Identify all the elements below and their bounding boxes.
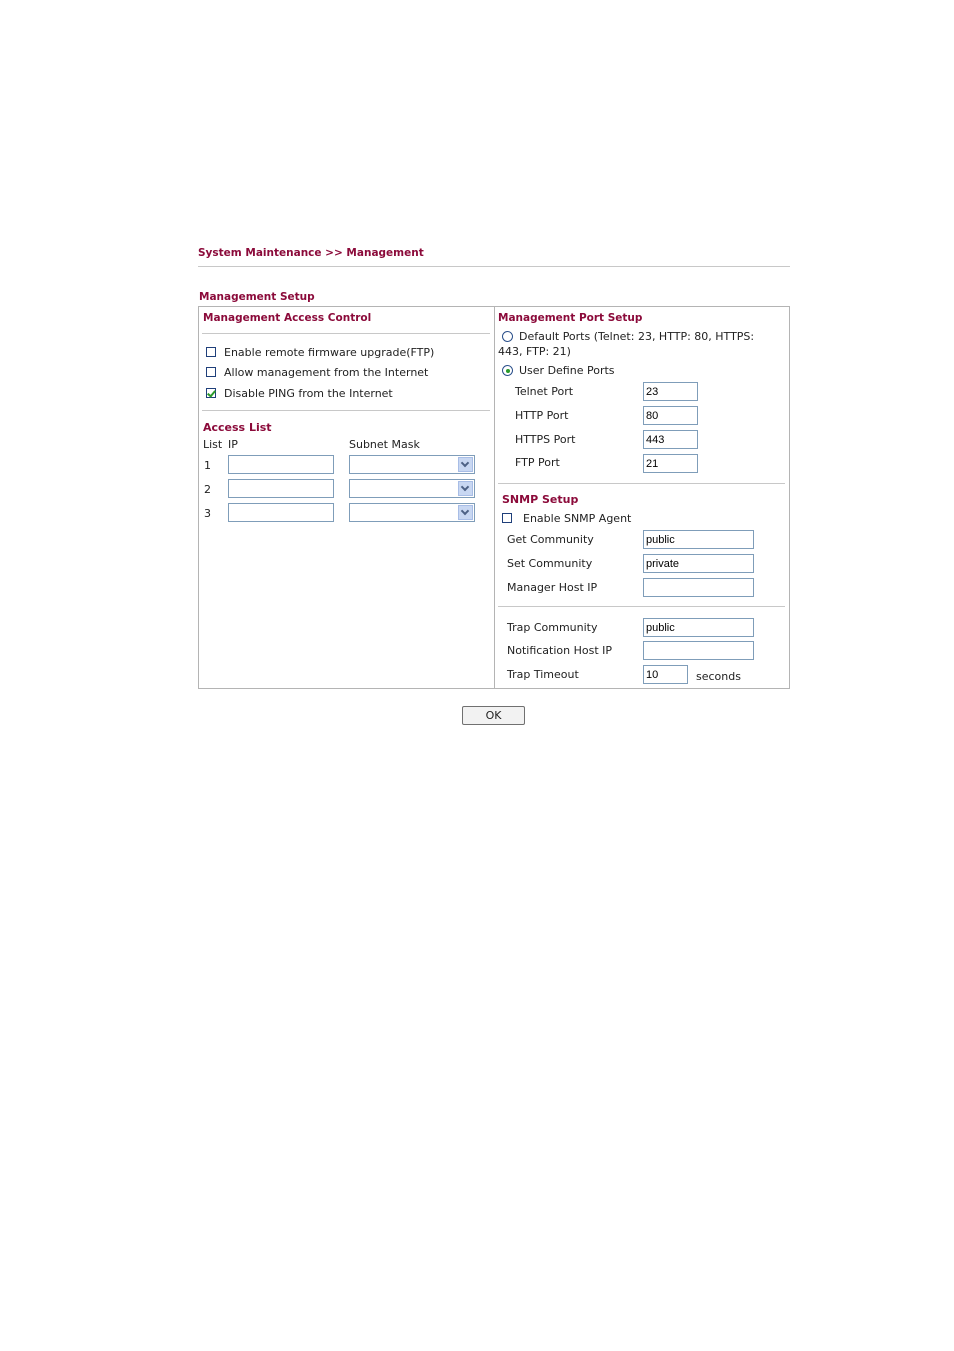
telnet-port-label: Telnet Port bbox=[515, 385, 574, 398]
get-community-input[interactable] bbox=[643, 530, 754, 549]
user-define-ports-radio[interactable] bbox=[502, 365, 513, 376]
user-define-ports-label: User Define Ports bbox=[519, 364, 615, 377]
default-ports-label-cont: 443, FTP: 21) bbox=[498, 345, 571, 358]
ok-button[interactable]: OK bbox=[462, 706, 525, 725]
access-list-ip-input-3[interactable] bbox=[228, 503, 334, 522]
chevron-down-icon[interactable] bbox=[458, 505, 473, 520]
access-list-mask-select-1[interactable] bbox=[349, 455, 475, 474]
http-port-input[interactable] bbox=[643, 406, 698, 425]
set-community-input[interactable] bbox=[643, 554, 754, 573]
snmp-divider bbox=[498, 483, 785, 484]
access-list-ip-input-1[interactable] bbox=[228, 455, 334, 474]
access-list-col-list: List bbox=[203, 438, 223, 451]
header-divider bbox=[198, 266, 790, 267]
port-setup-title: Management Port Setup bbox=[498, 312, 643, 324]
notification-host-input[interactable] bbox=[643, 641, 754, 660]
section-title: Management Setup bbox=[199, 291, 315, 303]
snmp-title: SNMP Setup bbox=[502, 493, 579, 506]
access-list-ip-input-2[interactable] bbox=[228, 479, 334, 498]
notification-host-label: Notification Host IP bbox=[507, 644, 613, 657]
trap-timeout-unit: seconds bbox=[696, 670, 741, 683]
access-control-title: Management Access Control bbox=[203, 312, 372, 324]
trap-timeout-label: Trap Timeout bbox=[507, 668, 579, 681]
access-list-row-num: 1 bbox=[204, 459, 211, 472]
allow-internet-management-label: Allow management from the Internet bbox=[224, 366, 429, 379]
access-list-row-num: 3 bbox=[204, 507, 211, 520]
trap-community-label: Trap Community bbox=[507, 621, 598, 634]
access-list-col-mask: Subnet Mask bbox=[349, 438, 420, 451]
enable-ftp-upgrade-label: Enable remote firmware upgrade(FTP) bbox=[224, 346, 435, 359]
set-community-label: Set Community bbox=[507, 557, 593, 570]
ftp-port-input[interactable] bbox=[643, 454, 698, 473]
trap-community-input[interactable] bbox=[643, 618, 754, 637]
disable-ping-checkbox[interactable] bbox=[206, 388, 216, 398]
default-ports-label: Default Ports (Telnet: 23, HTTP: 80, HTTPS: bbox=[519, 330, 755, 343]
https-port-input[interactable] bbox=[643, 430, 698, 449]
enable-snmp-checkbox[interactable] bbox=[502, 513, 512, 523]
access-list-col-ip: IP bbox=[228, 438, 238, 451]
breadcrumb: System Maintenance >> Management bbox=[198, 247, 424, 259]
http-port-label: HTTP Port bbox=[515, 409, 569, 422]
ftp-port-label: FTP Port bbox=[515, 456, 560, 469]
manager-host-input[interactable] bbox=[643, 578, 754, 597]
access-list-mask-select-3[interactable] bbox=[349, 503, 475, 522]
trap-timeout-input[interactable] bbox=[643, 665, 688, 684]
access-list-title: Access List bbox=[203, 421, 272, 434]
default-ports-radio[interactable] bbox=[502, 331, 513, 342]
manager-host-label: Manager Host IP bbox=[507, 581, 598, 594]
access-control-divider bbox=[202, 333, 490, 334]
chevron-down-icon[interactable] bbox=[458, 481, 473, 496]
allow-internet-management-checkbox[interactable] bbox=[206, 367, 216, 377]
telnet-port-input[interactable] bbox=[643, 382, 698, 401]
https-port-label: HTTPS Port bbox=[515, 433, 576, 446]
access-list-mask-select-2[interactable] bbox=[349, 479, 475, 498]
chevron-down-icon[interactable] bbox=[458, 457, 473, 472]
access-list-row-num: 2 bbox=[204, 483, 211, 496]
access-list-divider bbox=[202, 410, 490, 411]
enable-snmp-label: Enable SNMP Agent bbox=[523, 512, 632, 525]
get-community-label: Get Community bbox=[507, 533, 594, 546]
trap-divider bbox=[498, 606, 785, 607]
disable-ping-label: Disable PING from the Internet bbox=[224, 387, 393, 400]
enable-ftp-upgrade-checkbox[interactable] bbox=[206, 347, 216, 357]
